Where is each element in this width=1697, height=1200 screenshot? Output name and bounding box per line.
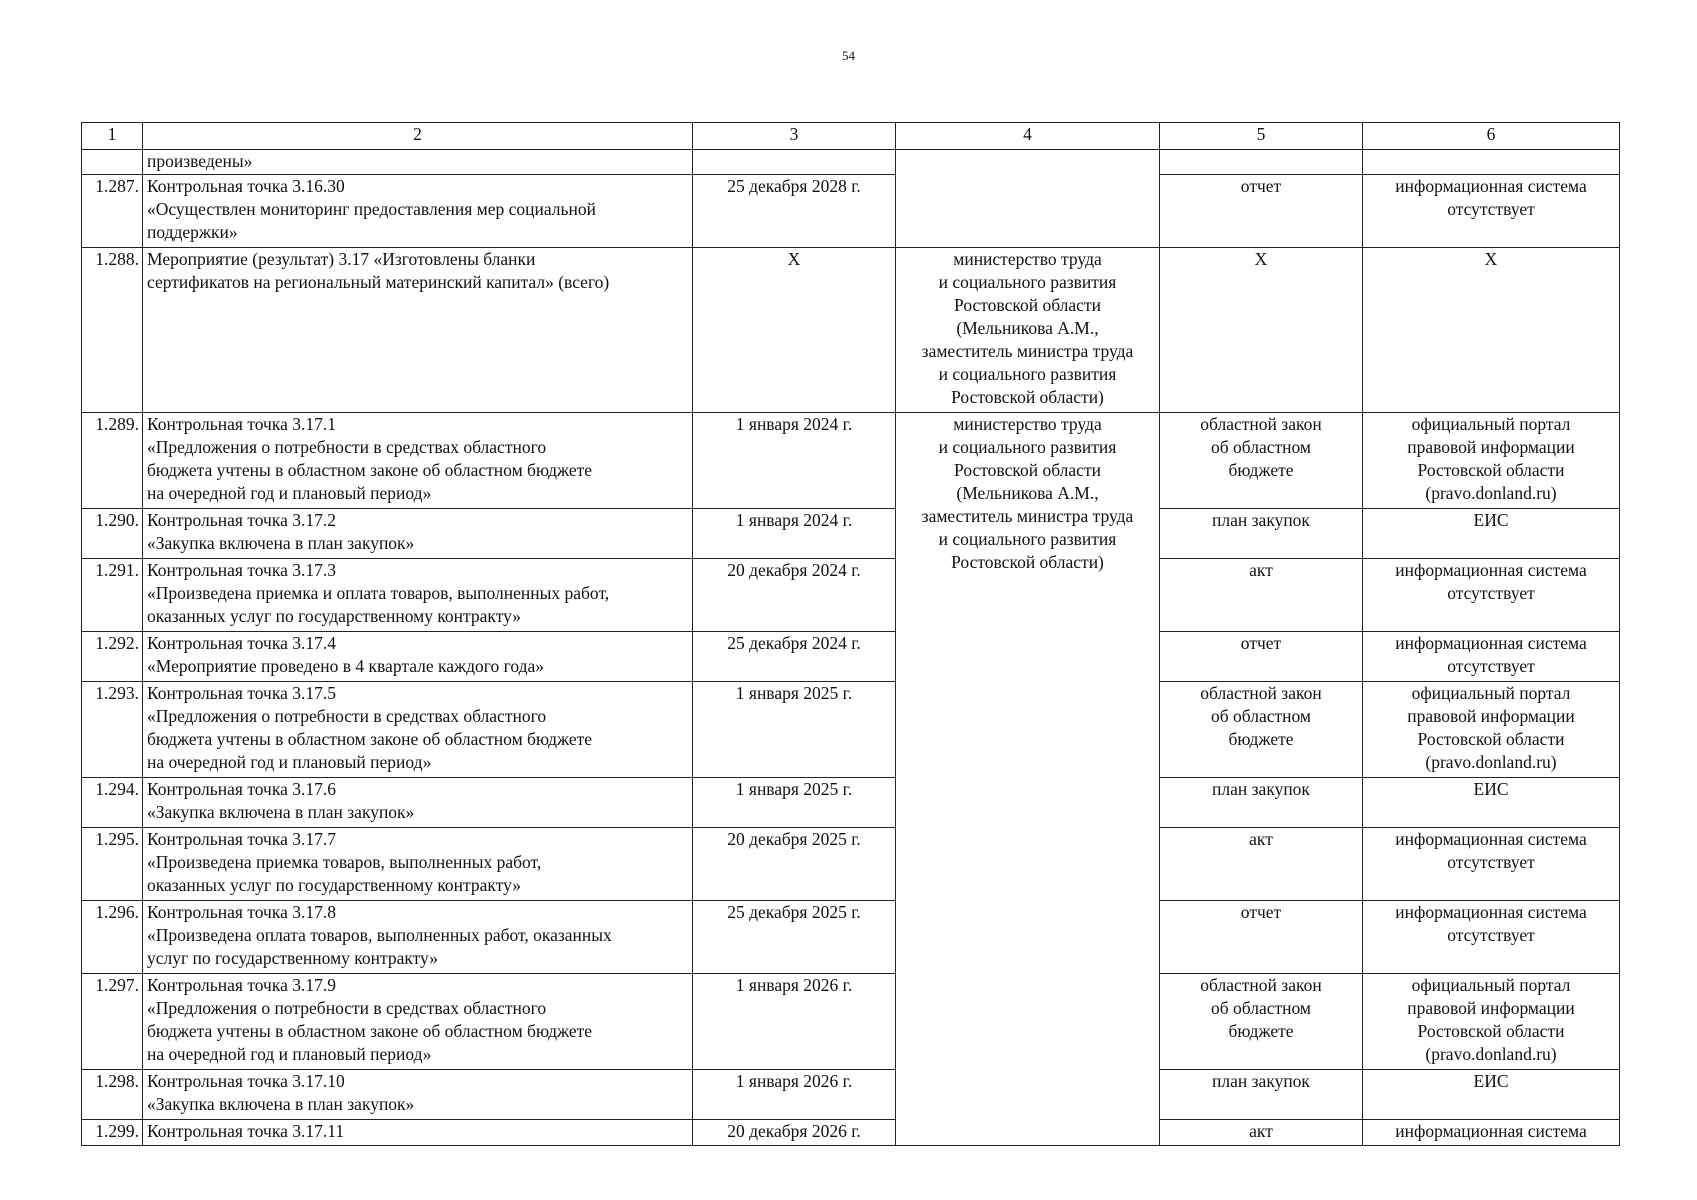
responsible-cell-line: Ростовской области (954, 295, 1101, 315)
row-system-line: X (1484, 249, 1498, 269)
table-row (82, 828, 1620, 901)
responsible-cell-line: (Мельникова А.М., (956, 318, 1099, 338)
row-system (1363, 248, 1620, 413)
row-doc (1160, 413, 1363, 509)
row-name-line: «Предложения о потребности в средствах областного (147, 706, 547, 726)
row-system-line: официальный портал (1411, 975, 1571, 995)
table-row (82, 175, 1620, 248)
row-system-line: информационная система (1395, 1121, 1587, 1141)
page-number: 54 (842, 48, 855, 63)
responsible-cell-line: министерство труда (953, 414, 1102, 434)
row-system-line: ЕИС (1473, 1071, 1509, 1091)
responsible-cell-line: министерство труда (953, 249, 1102, 269)
responsible-cell-line: Ростовской области (954, 460, 1101, 480)
table-row (82, 559, 1620, 632)
row-name-line: «Предложения о потребности в средствах областного (147, 437, 547, 457)
row-doc-line: акт (1249, 1121, 1273, 1141)
table-row (82, 1120, 1620, 1146)
row-name-line: на очередной год и плановый период» (147, 752, 432, 772)
responsible-cell-line: (Мельникова А.М., (956, 483, 1099, 503)
row-name (143, 974, 693, 1070)
row-name-line: Контрольная точка 3.16.30 (147, 176, 345, 196)
responsible-cell (896, 150, 1160, 248)
row-system-line: информационная система (1395, 829, 1587, 849)
row-name-line: бюджета учтены в областном законе об областном бюджете (147, 729, 593, 749)
row-doc (1160, 901, 1363, 974)
row-system (1363, 974, 1620, 1070)
continuation-row (82, 150, 1620, 175)
row-name (143, 1070, 693, 1120)
responsible-cell-line: Ростовской области) (951, 387, 1104, 407)
row-name-line: «Закупка включена в план закупок» (147, 1094, 415, 1114)
responsible-cell-line: заместитель министра труда (921, 506, 1134, 526)
row-name (143, 559, 693, 632)
row-system-line: информационная система (1395, 633, 1587, 653)
row-date: 1 января 2024 г. (693, 509, 896, 559)
row-doc-line: план закупок (1212, 510, 1310, 530)
row-doc-line: отчет (1240, 902, 1282, 922)
row-doc (1160, 778, 1363, 828)
row-name-line: Контрольная точка 3.17.11 (147, 1121, 345, 1141)
row-number: 1.291. (82, 559, 143, 632)
row-name-line: Мероприятие (результат) 3.17 «Изготовлены бланки (147, 249, 536, 269)
row-name-line: Контрольная точка 3.17.4 (147, 633, 336, 653)
row-name (143, 1120, 693, 1146)
row-system-line: Ростовской области (1417, 1021, 1565, 1041)
row-name-line: Контрольная точка 3.17.2 (147, 510, 336, 530)
row-number: 1.295. (82, 828, 143, 901)
row-name-line: «Произведена оплата товаров, выполненных работ, оказанных (147, 925, 612, 945)
row-system (1363, 175, 1620, 248)
row-system-line: официальный портал (1411, 414, 1571, 434)
row-doc (1160, 175, 1363, 248)
row-doc (1160, 1070, 1363, 1120)
row-name-line: Контрольная точка 3.17.7 (147, 829, 336, 849)
responsible-cell-line: и социального развития (938, 529, 1117, 549)
header-cell: 4 (896, 123, 1160, 150)
row-number: 1.290. (82, 509, 143, 559)
row-number: 1.289. (82, 413, 143, 509)
header-cell: 3 (693, 123, 896, 150)
responsible-cell-line: Ростовской области) (951, 552, 1104, 572)
row-name-line: Контрольная точка 3.17.5 (147, 683, 336, 703)
row-doc-line: бюджете (1228, 460, 1294, 480)
row-doc (1160, 150, 1363, 175)
row-date: 1 января 2026 г. (693, 1070, 896, 1120)
row-name (143, 632, 693, 682)
responsible-cell-line: и социального развития (938, 272, 1117, 292)
row-name-line: сертификатов на региональный материнский капитал» (всего) (147, 272, 610, 292)
row-doc (1160, 559, 1363, 632)
row-doc-line: план закупок (1212, 779, 1310, 799)
responsible-cell-line: и социального развития (938, 364, 1117, 384)
header-cell: 1 (82, 123, 143, 150)
row-date: 25 декабря 2025 г. (693, 901, 896, 974)
row-doc (1160, 682, 1363, 778)
row-name: произведены» (143, 150, 693, 175)
row-name-line: Контрольная точка 3.17.8 (147, 902, 336, 922)
responsible-cell (896, 248, 1160, 413)
row-number: 1.292. (82, 632, 143, 682)
row-system-line: официальный портал (1411, 683, 1571, 703)
header-row (82, 123, 1620, 150)
row-name (143, 901, 693, 974)
row-system-line: (pravo.donland.ru) (1425, 752, 1557, 772)
data-table (81, 122, 1620, 1146)
header-cell: 2 (143, 123, 693, 150)
row-name-line: Контрольная точка 3.17.6 (147, 779, 336, 799)
row-system-line: правовой информации (1407, 998, 1575, 1018)
row-system-line: отсутствует (1447, 656, 1535, 676)
table-row (82, 632, 1620, 682)
row-name-line: оказанных услуг по государственному контракту» (147, 606, 522, 626)
row-name (143, 778, 693, 828)
row-doc-line: план закупок (1212, 1071, 1310, 1091)
row-name-line: бюджета учтены в областном законе об областном бюджете (147, 460, 593, 480)
table-row (82, 248, 1620, 413)
row-name-line: бюджета учтены в областном законе об областном бюджете (147, 1021, 593, 1041)
row-number: 1.297. (82, 974, 143, 1070)
row-system-line: отсутствует (1447, 199, 1535, 219)
row-name-line: Контрольная точка 3.17.9 (147, 975, 336, 995)
row-system-line: (pravo.donland.ru) (1425, 1044, 1557, 1064)
row-number: 1.288. (82, 248, 143, 413)
responsible-cell (896, 413, 1160, 1146)
row-system-line: ЕИС (1473, 510, 1509, 530)
row-doc (1160, 248, 1363, 413)
row-number: 1.298. (82, 1070, 143, 1120)
row-system (1363, 901, 1620, 974)
row-system-line: (pravo.donland.ru) (1425, 483, 1557, 503)
row-doc (1160, 509, 1363, 559)
row-date (693, 150, 896, 175)
row-system (1363, 1120, 1620, 1146)
row-doc-line: областной закон (1200, 683, 1322, 703)
table-row (82, 413, 1620, 509)
row-name-line: «Произведена приемка и оплата товаров, выполненных работ, (147, 583, 610, 603)
table-row (82, 778, 1620, 828)
row-system (1363, 559, 1620, 632)
row-date: 1 января 2026 г. (693, 974, 896, 1070)
row-system (1363, 632, 1620, 682)
row-name-line: Контрольная точка 3.17.1 (147, 414, 336, 434)
row-system-line: отсутствует (1447, 852, 1535, 872)
row-number (82, 150, 143, 175)
table-row (82, 974, 1620, 1070)
row-system (1363, 509, 1620, 559)
row-name-line: «Произведена приемка товаров, выполненных работ, (147, 852, 542, 872)
row-system (1363, 1070, 1620, 1120)
header-cell: 6 (1363, 123, 1620, 150)
row-system-line: информационная система (1395, 560, 1587, 580)
row-name (143, 682, 693, 778)
responsible-cell-line: и социального развития (938, 437, 1117, 457)
row-number: 1.293. (82, 682, 143, 778)
row-name-line: услуг по государственному контракту» (147, 948, 438, 968)
row-system (1363, 828, 1620, 901)
row-doc-line: бюджете (1228, 729, 1294, 749)
row-name-line: Контрольная точка 3.17.10 (147, 1071, 345, 1091)
row-name-line: на очередной год и плановый период» (147, 1044, 432, 1064)
row-doc-line: областной закон (1200, 975, 1322, 995)
table-row (82, 509, 1620, 559)
row-system (1363, 150, 1620, 175)
row-system-line: Ростовской области (1417, 460, 1565, 480)
row-system (1363, 682, 1620, 778)
row-name (143, 509, 693, 559)
row-system-line: информационная система (1395, 176, 1587, 196)
row-system-line: правовой информации (1407, 437, 1575, 457)
row-number: 1.287. (82, 175, 143, 248)
row-date: 25 декабря 2024 г. (693, 632, 896, 682)
row-doc-line: об областном (1210, 437, 1312, 457)
row-doc-line: акт (1249, 560, 1273, 580)
table-row (82, 1070, 1620, 1120)
row-name (143, 248, 693, 413)
row-date: X (693, 248, 896, 413)
row-date: 1 января 2025 г. (693, 682, 896, 778)
row-doc-line: X (1254, 249, 1268, 269)
row-number: 1.299. (82, 1120, 143, 1146)
row-doc-line: отчет (1240, 176, 1282, 196)
row-doc-line: об областном (1210, 998, 1312, 1018)
row-doc (1160, 828, 1363, 901)
row-doc-line: отчет (1240, 633, 1282, 653)
row-name-line: оказанных услуг по государственному контракту» (147, 875, 522, 895)
row-doc (1160, 1120, 1363, 1146)
row-name-line: Контрольная точка 3.17.3 (147, 560, 336, 580)
row-system-line: информационная система (1395, 902, 1587, 922)
row-name-line: «Закупка включена в план закупок» (147, 533, 415, 553)
row-system (1363, 778, 1620, 828)
row-name (143, 828, 693, 901)
row-system-line: отсутствует (1447, 925, 1535, 945)
row-system (1363, 413, 1620, 509)
row-number: 1.294. (82, 778, 143, 828)
row-doc-line: об областном (1210, 706, 1312, 726)
row-doc (1160, 974, 1363, 1070)
row-date: 1 января 2024 г. (693, 413, 896, 509)
row-date: 1 января 2025 г. (693, 778, 896, 828)
row-name (143, 175, 693, 248)
table-row (82, 901, 1620, 974)
row-date: 20 декабря 2024 г. (693, 559, 896, 632)
row-system-line: правовой информации (1407, 706, 1575, 726)
row-doc-line: бюджете (1228, 1021, 1294, 1041)
table-row (82, 682, 1620, 778)
responsible-cell-line: заместитель министра труда (921, 341, 1134, 361)
row-doc-line: областной закон (1200, 414, 1322, 434)
row-date: 25 декабря 2028 г. (693, 175, 896, 248)
row-system-line: Ростовской области (1417, 729, 1565, 749)
row-name-line: «Предложения о потребности в средствах областного (147, 998, 547, 1018)
row-name-line: «Закупка включена в план закупок» (147, 802, 415, 822)
row-name (143, 413, 693, 509)
row-name-line: «Осуществлен мониторинг предоставления мер социальной (147, 199, 596, 219)
row-name-line: поддержки» (147, 222, 238, 242)
row-date: 20 декабря 2025 г. (693, 828, 896, 901)
row-doc (1160, 632, 1363, 682)
row-name-line: «Мероприятие проведено в 4 квартале каждого года» (147, 656, 545, 676)
row-date: 20 декабря 2026 г. (693, 1120, 896, 1146)
row-name-line: на очередной год и плановый период» (147, 483, 432, 503)
row-system-line: ЕИС (1473, 779, 1509, 799)
row-number: 1.296. (82, 901, 143, 974)
header-cell: 5 (1160, 123, 1363, 150)
row-doc-line: акт (1249, 829, 1273, 849)
row-system-line: отсутствует (1447, 583, 1535, 603)
